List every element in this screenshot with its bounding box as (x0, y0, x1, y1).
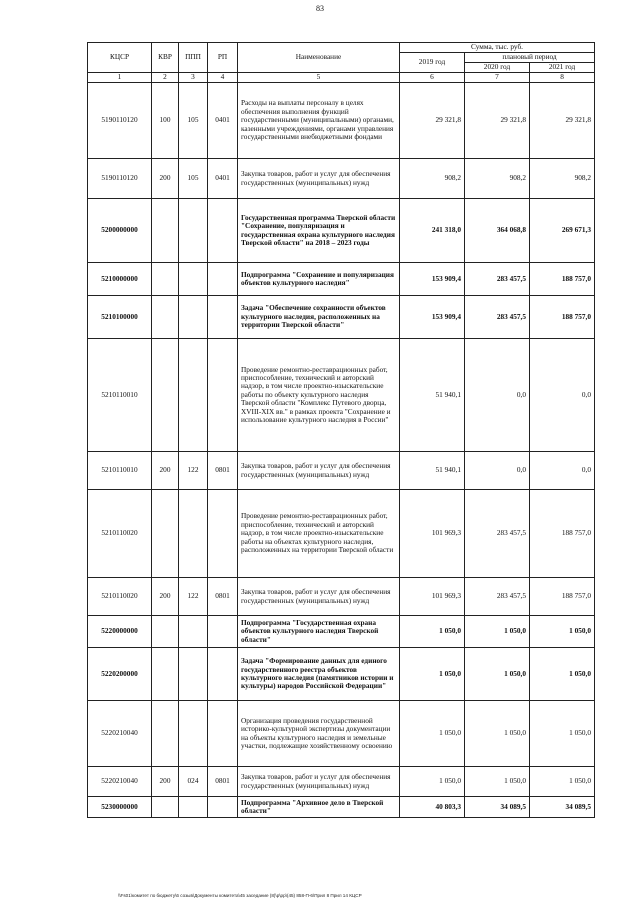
table-row (88, 648, 595, 701)
value-2020-cell: 1 050,0 (465, 767, 530, 797)
value-2020-cell: 283 457,5 (465, 578, 530, 616)
table-row (88, 616, 595, 648)
name-cell: Подпрограмма "Архивное дело в Тверской области" (238, 797, 400, 818)
value-2019-cell: 40 803,3 (400, 797, 465, 818)
value-2021-cell: 188 757,0 (530, 578, 595, 616)
col-number: 1 (88, 73, 152, 83)
table-row (88, 199, 595, 263)
rp-cell: 0801 (208, 452, 238, 490)
table-row (88, 490, 595, 578)
rp-cell (208, 701, 238, 767)
kcsr-cell: 5200000000 (88, 199, 152, 263)
name-cell: Организация проведения государственной историко-культурной экспертизы документации на объекты культурного наследия и земельные участки, подлежащие хозяйственному освоению (238, 701, 400, 767)
value-2019-cell: 51 940,1 (400, 452, 465, 490)
value-2020-cell: 0,0 (465, 452, 530, 490)
table-row (88, 701, 595, 767)
rp-cell: 0401 (208, 159, 238, 199)
value-2021-cell: 34 089,5 (530, 797, 595, 818)
name-cell: Закупка товаров, работ и услуг для обеспечения государственных (муниципальных) нужд (238, 159, 400, 199)
value-2021-cell: 1 050,0 (530, 767, 595, 797)
ppp-cell (179, 797, 208, 818)
value-2019-cell: 908,2 (400, 159, 465, 199)
col-number: 8 (530, 73, 595, 83)
name-cell: Подпрограмма "Государственная охрана объектов культурного наследия Тверской области" (238, 616, 400, 648)
kvr-cell: 100 (152, 83, 179, 159)
ppp-cell: 024 (179, 767, 208, 797)
col-number: 7 (465, 73, 530, 83)
kcsr-cell: 5220000000 (88, 616, 152, 648)
kvr-cell (152, 339, 179, 452)
name-cell: Государственная программа Тверской области "Сохранение, популяризация и государственная охрана культурного наследия Тверской области" на 2018 – 2023 годы (238, 199, 400, 263)
table-row (88, 263, 595, 296)
header-name: Наименование (238, 43, 400, 73)
footer-file-path: \\Fs01\комитет по бюджету\6 созыв\Документы комитета\45 заседание (8)\р\рр\(45) 858-П-6\Прил 8 Прил 14 КЦСР (118, 893, 362, 898)
ppp-cell: 122 (179, 578, 208, 616)
rp-cell (208, 648, 238, 701)
name-cell: Подпрограмма "Сохранение и популяризация объектов культурного наследия" (238, 263, 400, 296)
value-2021-cell: 0,0 (530, 339, 595, 452)
table-row (88, 452, 595, 490)
col-number: 2 (152, 73, 179, 83)
ppp-cell (179, 339, 208, 452)
kvr-cell: 200 (152, 767, 179, 797)
value-2021-cell: 188 757,0 (530, 263, 595, 296)
value-2019-cell: 241 318,0 (400, 199, 465, 263)
kcsr-cell: 5210110010 (88, 452, 152, 490)
kvr-cell (152, 701, 179, 767)
kvr-cell: 200 (152, 578, 179, 616)
value-2021-cell: 29 321,8 (530, 83, 595, 159)
header-ppp: ППП (179, 43, 208, 73)
kvr-cell (152, 616, 179, 648)
ppp-cell (179, 490, 208, 578)
kcsr-cell: 5210110020 (88, 490, 152, 578)
value-2019-cell: 29 321,8 (400, 83, 465, 159)
value-2019-cell: 1 050,0 (400, 767, 465, 797)
table-row (88, 578, 595, 616)
name-cell: Закупка товаров, работ и услуг для обеспечения государственных (муниципальных) нужд (238, 767, 400, 797)
value-2021-cell: 1 050,0 (530, 616, 595, 648)
value-2019-cell: 153 909,4 (400, 296, 465, 339)
name-cell: Расходы на выплаты персоналу в целях обеспечения выполнения функций государственными (муниципальными) органами, казенными учреждениями, органами управления государственными внебюджетными фондами (238, 83, 400, 159)
kvr-cell (152, 199, 179, 263)
kcsr-cell: 5220200000 (88, 648, 152, 701)
value-2020-cell: 0,0 (465, 339, 530, 452)
rp-cell (208, 339, 238, 452)
kvr-cell: 200 (152, 159, 179, 199)
rp-cell (208, 199, 238, 263)
table-row (88, 83, 595, 159)
header-year-2021: 2021 год (530, 63, 595, 73)
rp-cell (208, 797, 238, 818)
value-2020-cell: 364 068,8 (465, 199, 530, 263)
kvr-cell (152, 648, 179, 701)
rp-cell: 0801 (208, 578, 238, 616)
column-numbers-row (88, 73, 595, 83)
name-cell: Закупка товаров, работ и услуг для обеспечения государственных (муниципальных) нужд (238, 578, 400, 616)
ppp-cell: 105 (179, 159, 208, 199)
value-2021-cell: 1 050,0 (530, 648, 595, 701)
col-number: 5 (238, 73, 400, 83)
table-row (88, 339, 595, 452)
ppp-cell: 122 (179, 452, 208, 490)
kvr-cell (152, 797, 179, 818)
name-cell: Задача "Формирование данных для единого государственного реестра объектов культурного наследия (памятников истории и культуры) народов Российской Федерации" (238, 648, 400, 701)
header-year-2019: 2019 год (400, 53, 465, 73)
kcsr-cell: 5210110010 (88, 339, 152, 452)
ppp-cell (179, 701, 208, 767)
table-row (88, 767, 595, 797)
page-number: 83 (316, 4, 324, 13)
col-number: 3 (179, 73, 208, 83)
value-2020-cell: 29 321,8 (465, 83, 530, 159)
value-2020-cell: 283 457,5 (465, 263, 530, 296)
value-2019-cell: 1 050,0 (400, 701, 465, 767)
ppp-cell (179, 263, 208, 296)
value-2021-cell: 188 757,0 (530, 490, 595, 578)
table-row (88, 797, 595, 818)
name-cell: Закупка товаров, работ и услуг для обеспечения государственных (муниципальных) нужд (238, 452, 400, 490)
name-cell: Проведение ремонтно-реставрационных работ, приспособление, технический и авторский надзор, в том числе проектно-изыскательские работы на объектах культурного наследия, расположенных на территории Тверской области (238, 490, 400, 578)
name-cell: Проведение ремонтно-реставрационных работ, приспособление, технический и авторский надзор, в том числе проектно-изыскательские работы по объекту культурного наследия Тверской области "Комплекс Путевого дворца, XVIII-XIX вв." в рамках проекта "Сохранение и использование культурного наследия в России" (238, 339, 400, 452)
table-row (88, 296, 595, 339)
rp-cell: 0401 (208, 83, 238, 159)
ppp-cell (179, 296, 208, 339)
rp-cell (208, 616, 238, 648)
value-2019-cell: 101 969,3 (400, 490, 465, 578)
col-number: 4 (208, 73, 238, 83)
header-kvr: КВР (152, 43, 179, 73)
name-cell: Задача "Обеспечение сохранности объектов культурного наследия, расположенных на территории Тверской области" (238, 296, 400, 339)
kvr-cell (152, 263, 179, 296)
rp-cell: 0801 (208, 767, 238, 797)
header-sum: Сумма, тыс. руб. (400, 43, 595, 53)
budget-table (87, 42, 595, 818)
ppp-cell (179, 648, 208, 701)
value-2019-cell: 1 050,0 (400, 616, 465, 648)
kvr-cell: 200 (152, 452, 179, 490)
rp-cell (208, 490, 238, 578)
header-year-2020: 2020 год (465, 63, 530, 73)
kvr-cell (152, 296, 179, 339)
header-plan-period: плановый период (465, 53, 595, 63)
value-2021-cell: 0,0 (530, 452, 595, 490)
kvr-cell (152, 490, 179, 578)
kcsr-cell: 5210110020 (88, 578, 152, 616)
value-2020-cell: 1 050,0 (465, 616, 530, 648)
value-2021-cell: 188 757,0 (530, 296, 595, 339)
value-2019-cell: 153 909,4 (400, 263, 465, 296)
value-2021-cell: 269 671,3 (530, 199, 595, 263)
header-rp: РП (208, 43, 238, 73)
kcsr-cell: 5190110120 (88, 83, 152, 159)
header-kcsr: КЦСР (88, 43, 152, 73)
value-2020-cell: 34 089,5 (465, 797, 530, 818)
kcsr-cell: 5230000000 (88, 797, 152, 818)
value-2020-cell: 1 050,0 (465, 648, 530, 701)
rp-cell (208, 296, 238, 339)
value-2020-cell: 283 457,5 (465, 490, 530, 578)
rp-cell (208, 263, 238, 296)
table-row (88, 159, 595, 199)
value-2019-cell: 51 940,1 (400, 339, 465, 452)
value-2019-cell: 1 050,0 (400, 648, 465, 701)
ppp-cell (179, 616, 208, 648)
kcsr-cell: 5210100000 (88, 296, 152, 339)
kcsr-cell: 5190110120 (88, 159, 152, 199)
kcsr-cell: 5220210040 (88, 767, 152, 797)
kcsr-cell: 5220210040 (88, 701, 152, 767)
ppp-cell (179, 199, 208, 263)
value-2020-cell: 908,2 (465, 159, 530, 199)
value-2020-cell: 1 050,0 (465, 701, 530, 767)
col-number: 6 (400, 73, 465, 83)
value-2019-cell: 101 969,3 (400, 578, 465, 616)
value-2020-cell: 283 457,5 (465, 296, 530, 339)
value-2021-cell: 1 050,0 (530, 701, 595, 767)
value-2021-cell: 908,2 (530, 159, 595, 199)
kcsr-cell: 5210000000 (88, 263, 152, 296)
ppp-cell: 105 (179, 83, 208, 159)
